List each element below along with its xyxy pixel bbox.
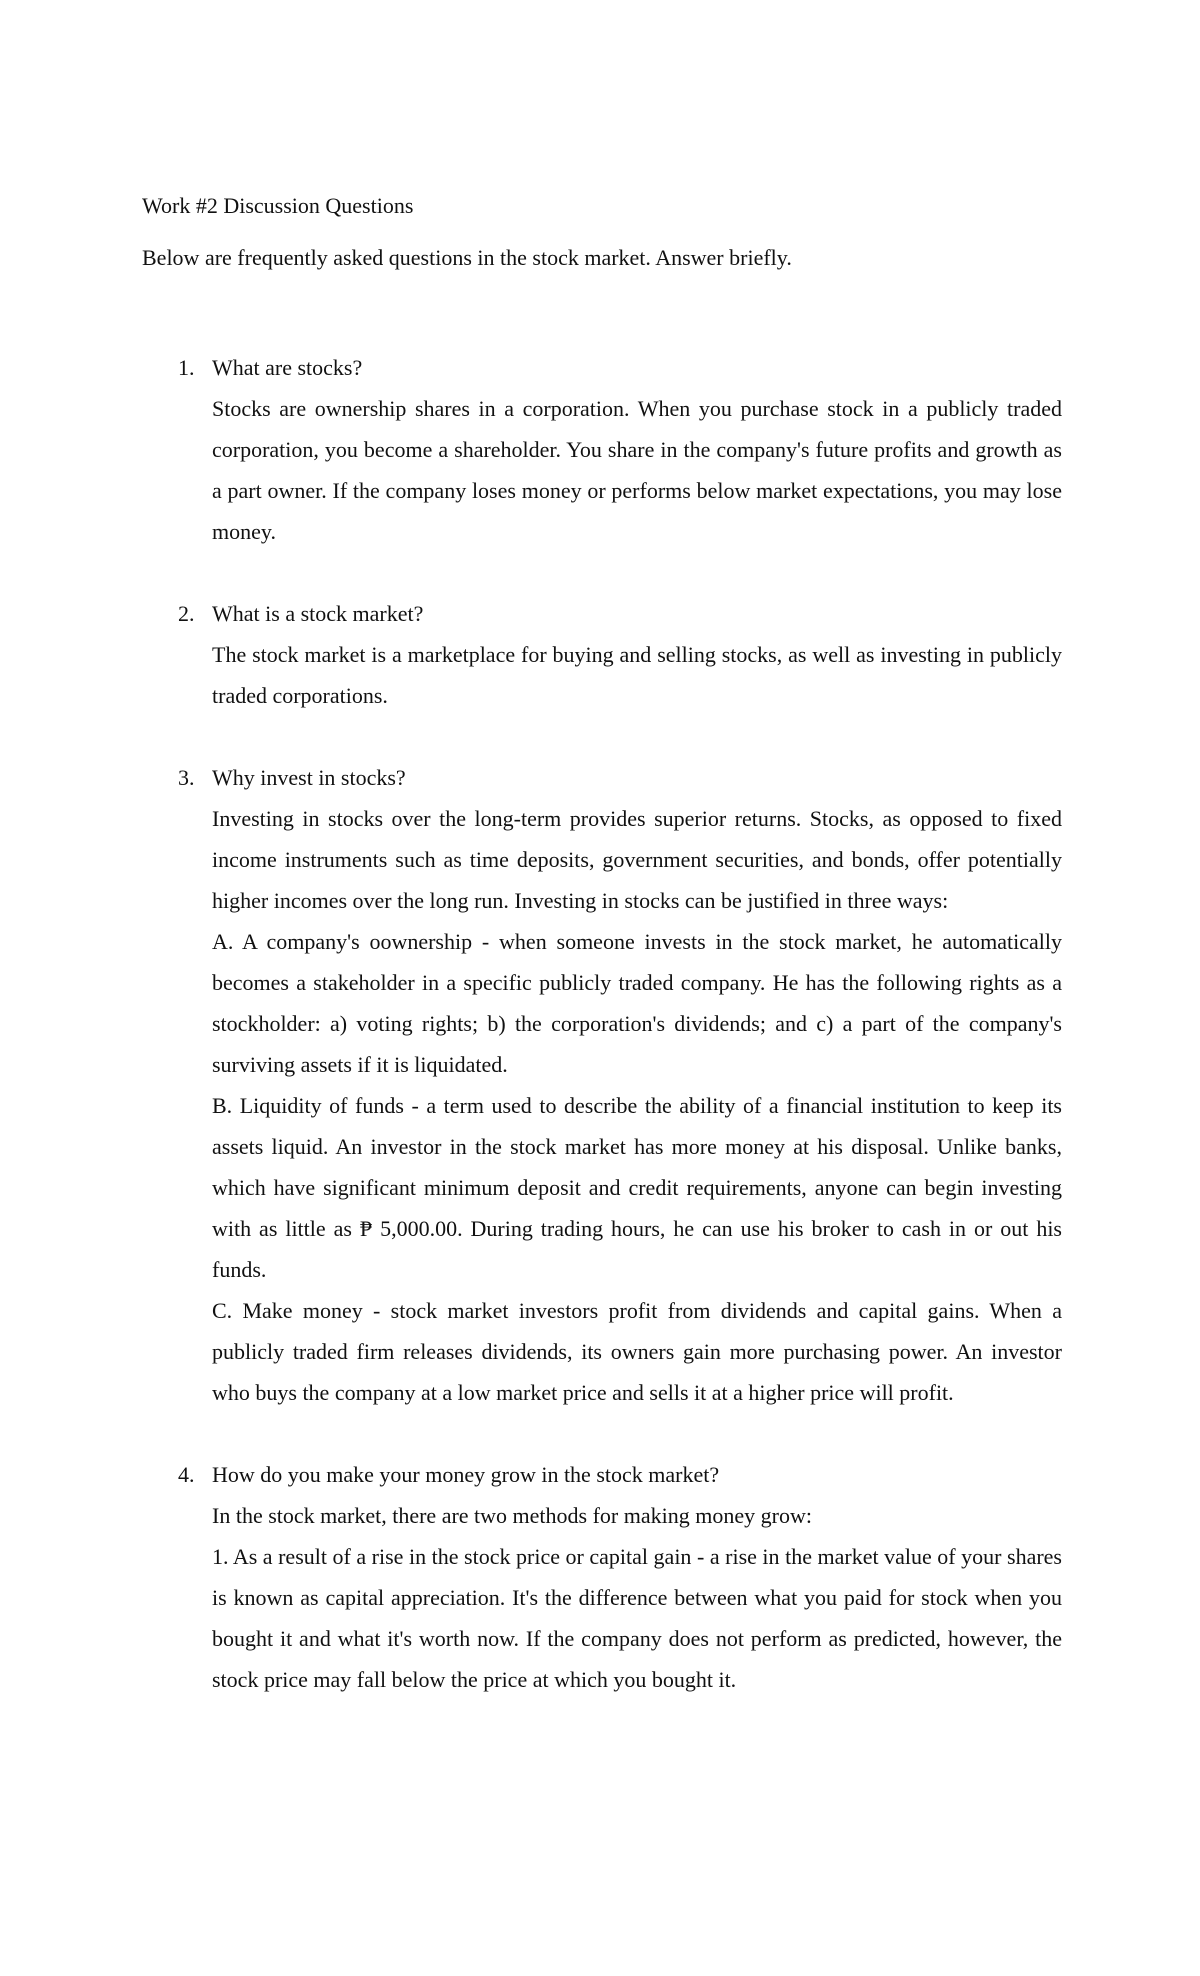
- question-item: [142, 593, 1062, 716]
- document-intro: Below are frequently asked questions in the stock market. Answer briefly.: [142, 245, 792, 270]
- question-number: 4.: [178, 1462, 195, 1487]
- question-text: Why invest in stocks?: [212, 765, 406, 790]
- question-text: What are stocks?: [212, 355, 363, 380]
- question-list: [142, 347, 1062, 1741]
- answer-paragraph: B. Liquidity of funds - a term used to describe the ability of a financial institution to keep its assets liquid. An investor in the stock market has more money at his disposal. Unlike banks, which have significant minimum deposit and credit requirements, anyone can begin investing with as little as ₱ 5,000.00. During trading hours, he can use his broker to cash in or out his funds.: [212, 1093, 1062, 1282]
- answer-paragraph: In the stock market, there are two methods for making money grow:: [212, 1503, 812, 1528]
- question-text: What is a stock market?: [212, 601, 424, 626]
- answer-paragraph: The stock market is a marketplace for buying and selling stocks, as well as investing in publicly traded corporations.: [212, 642, 1062, 708]
- answer-paragraph: C. Make money - stock market investors profit from dividends and capital gains. When a publicly traded firm releases dividends, its owners gain more purchasing power. An investor who buys the company at a low market price and sells it at a higher price will profit.: [212, 1298, 1062, 1405]
- question-item: [142, 347, 1062, 552]
- question-text: How do you make your money grow in the stock market?: [212, 1462, 720, 1487]
- document-title: Work #2 Discussion Questions: [142, 193, 414, 218]
- answer-paragraph: A. A company's oownership - when someone invests in the stock market, he automatically becomes a stakeholder in a specific publicly traded company. He has the following rights as a stockholder: a) voting rights; b) the corporation's dividends; and c) a part of the company's surviving assets if it is liquidated.: [212, 929, 1062, 1077]
- answer-paragraph: 1. As a result of a rise in the stock price or capital gain - a rise in the market value of your shares is known as capital appreciation. It's the difference between what you paid for stock when you bought it and what it's worth now. If the company does not perform as predicted, however, the stock price may fall below the price at which you bought it.: [212, 1544, 1062, 1692]
- question-item: [142, 1454, 1062, 1700]
- question-number: 2.: [178, 601, 195, 626]
- answer-paragraph: Stocks are ownership shares in a corporation. When you purchase stock in a publicly traded corporation, you become a shareholder. You share in the company's future profits and growth as a part owner. If the company loses money or performs below market expectations, you may lose money.: [212, 396, 1062, 544]
- answer-paragraph: Investing in stocks over the long-term provides superior returns. Stocks, as opposed to fixed income instruments such as time deposits, government securities, and bonds, offer potentially higher incomes over the long run. Investing in stocks can be justified in three ways:: [212, 806, 1062, 913]
- question-item: [142, 757, 1062, 1413]
- question-number: 1.: [178, 355, 195, 380]
- question-number: 3.: [178, 765, 195, 790]
